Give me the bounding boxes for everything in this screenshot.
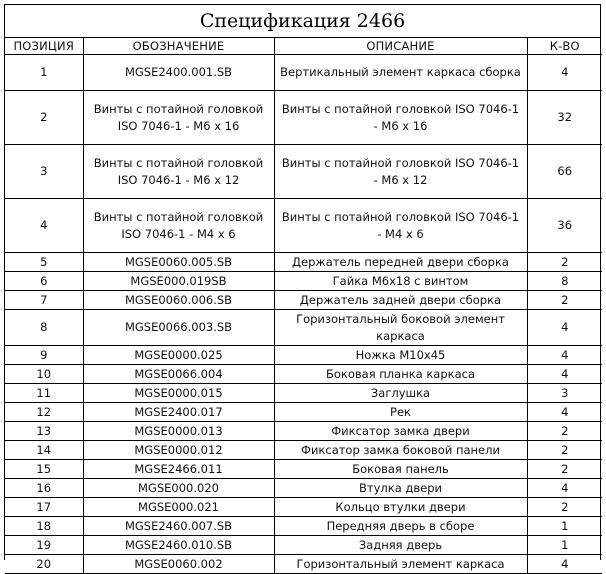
cell-description: Винты с потайной головкой ISO 7046-1 - M6 x 12: [274, 145, 527, 199]
specification-sheet: [4, 4, 601, 571]
cell-designation: MGSE0060.002: [83, 555, 274, 574]
cell-designation: MGSE000.021: [83, 498, 274, 517]
cell-position: 4: [5, 199, 83, 253]
cell-quantity: 4: [527, 310, 602, 346]
cell-designation: MGSE0066.004: [83, 365, 274, 384]
cell-designation: Винты с потайной головкой ISO 7046-1 - M6 x 16: [83, 91, 274, 145]
header-position: ПОЗИЦИЯ: [5, 38, 83, 55]
cell-position: 13: [5, 422, 83, 441]
cell-quantity: 4: [527, 55, 602, 91]
cell-description: Гайка М6х18 с винтом: [274, 272, 527, 291]
cell-designation: MGSE0000.015: [83, 384, 274, 403]
cell-position: 6: [5, 272, 83, 291]
table-row: [5, 310, 602, 346]
cell-position: 9: [5, 346, 83, 365]
cell-quantity: 66: [527, 145, 602, 199]
spec-table: [5, 38, 602, 574]
cell-description: Фиксатор замка боковой панели: [274, 441, 527, 460]
cell-description: Втулка двери: [274, 479, 527, 498]
table-row: [5, 498, 602, 517]
cell-position: 17: [5, 498, 83, 517]
table-row: [5, 91, 602, 145]
cell-description: Держатель задней двери сборка: [274, 291, 527, 310]
cell-quantity: 8: [527, 272, 602, 291]
cell-description: Фиксатор замка двери: [274, 422, 527, 441]
cell-position: 7: [5, 291, 83, 310]
cell-quantity: 1: [527, 517, 602, 536]
cell-description: Горизонтальный элемент каркаса: [274, 555, 527, 574]
cell-position: 10: [5, 365, 83, 384]
cell-designation: MGSE2460.010.SB: [83, 536, 274, 555]
table-row: [5, 291, 602, 310]
cell-description: Боковая планка каркаса: [274, 365, 527, 384]
table-row: [5, 555, 602, 574]
cell-position: 3: [5, 145, 83, 199]
cell-description: Рек: [274, 403, 527, 422]
table-row: [5, 199, 602, 253]
cell-quantity: 2: [527, 253, 602, 272]
cell-description: Горизонтальный боковой элемент каркаса: [274, 310, 527, 346]
cell-position: 1: [5, 55, 83, 91]
table-row: [5, 536, 602, 555]
table-row: [5, 422, 602, 441]
cell-quantity: 4: [527, 346, 602, 365]
cell-position: 16: [5, 479, 83, 498]
cell-quantity: 3: [527, 384, 602, 403]
cell-description: Кольцо втулки двери: [274, 498, 527, 517]
header-quantity: К-ВО: [527, 38, 602, 55]
table-row: [5, 365, 602, 384]
cell-position: 8: [5, 310, 83, 346]
table-row: [5, 441, 602, 460]
cell-description: Вертикальный элемент каркаса сборка: [274, 55, 527, 91]
table-row: [5, 272, 602, 291]
cell-position: 12: [5, 403, 83, 422]
cell-position: 5: [5, 253, 83, 272]
cell-designation: MGSE0066.003.SB: [83, 310, 274, 346]
table-row: [5, 384, 602, 403]
cell-quantity: 2: [527, 498, 602, 517]
cell-quantity: 2: [527, 460, 602, 479]
cell-description: Винты с потайной головкой ISO 7046-1 - M4 x 6: [274, 199, 527, 253]
cell-quantity: 4: [527, 555, 602, 574]
table-row: [5, 479, 602, 498]
cell-description: Передняя дверь в сборе: [274, 517, 527, 536]
cell-position: 14: [5, 441, 83, 460]
cell-designation: MGSE000.019SB: [83, 272, 274, 291]
cell-description: Ножка М10х45: [274, 346, 527, 365]
table-row: [5, 55, 602, 91]
cell-description: Задняя дверь: [274, 536, 527, 555]
cell-designation: MGSE2400.001.SB: [83, 55, 274, 91]
cell-description: Боковая панель: [274, 460, 527, 479]
header-row: [5, 38, 602, 55]
cell-designation: MGSE0060.006.SB: [83, 291, 274, 310]
cell-position: 2: [5, 91, 83, 145]
cell-position: 20: [5, 555, 83, 574]
cell-quantity: 4: [527, 365, 602, 384]
table-row: [5, 346, 602, 365]
cell-description: Винты с потайной головкой ISO 7046-1 - M6 x 16: [274, 91, 527, 145]
spec-title: Спецификация 2466: [5, 5, 600, 38]
cell-position: 15: [5, 460, 83, 479]
table-row: [5, 253, 602, 272]
cell-position: 11: [5, 384, 83, 403]
header-designation: ОБОЗНАЧЕНИЕ: [83, 38, 274, 55]
cell-quantity: 2: [527, 291, 602, 310]
cell-position: 18: [5, 517, 83, 536]
header-description: ОПИСАНИЕ: [274, 38, 527, 55]
cell-quantity: 32: [527, 91, 602, 145]
cell-quantity: 1: [527, 536, 602, 555]
cell-quantity: 4: [527, 403, 602, 422]
cell-designation: MGSE2466.011: [83, 460, 274, 479]
cell-designation: Винты с потайной головкой ISO 7046-1 - M4 x 6: [83, 199, 274, 253]
cell-quantity: 36: [527, 199, 602, 253]
cell-designation: MGSE0000.012: [83, 441, 274, 460]
cell-designation: MGSE000.020: [83, 479, 274, 498]
cell-designation: MGSE0060.005.SB: [83, 253, 274, 272]
table-row: [5, 517, 602, 536]
cell-designation: MGSE2460.007.SB: [83, 517, 274, 536]
table-row: [5, 145, 602, 199]
cell-description: Держатель передней двери сборка: [274, 253, 527, 272]
spec-rows: [5, 55, 602, 574]
cell-quantity: 4: [527, 479, 602, 498]
cell-designation: MGSE0000.013: [83, 422, 274, 441]
cell-designation: MGSE0000.025: [83, 346, 274, 365]
cell-quantity: 2: [527, 441, 602, 460]
cell-position: 19: [5, 536, 83, 555]
table-row: [5, 403, 602, 422]
cell-designation: MGSE2400.017: [83, 403, 274, 422]
cell-designation: Винты с потайной головкой ISO 7046-1 - M6 x 12: [83, 145, 274, 199]
cell-quantity: 2: [527, 422, 602, 441]
cell-description: Заглушка: [274, 384, 527, 403]
table-row: [5, 460, 602, 479]
